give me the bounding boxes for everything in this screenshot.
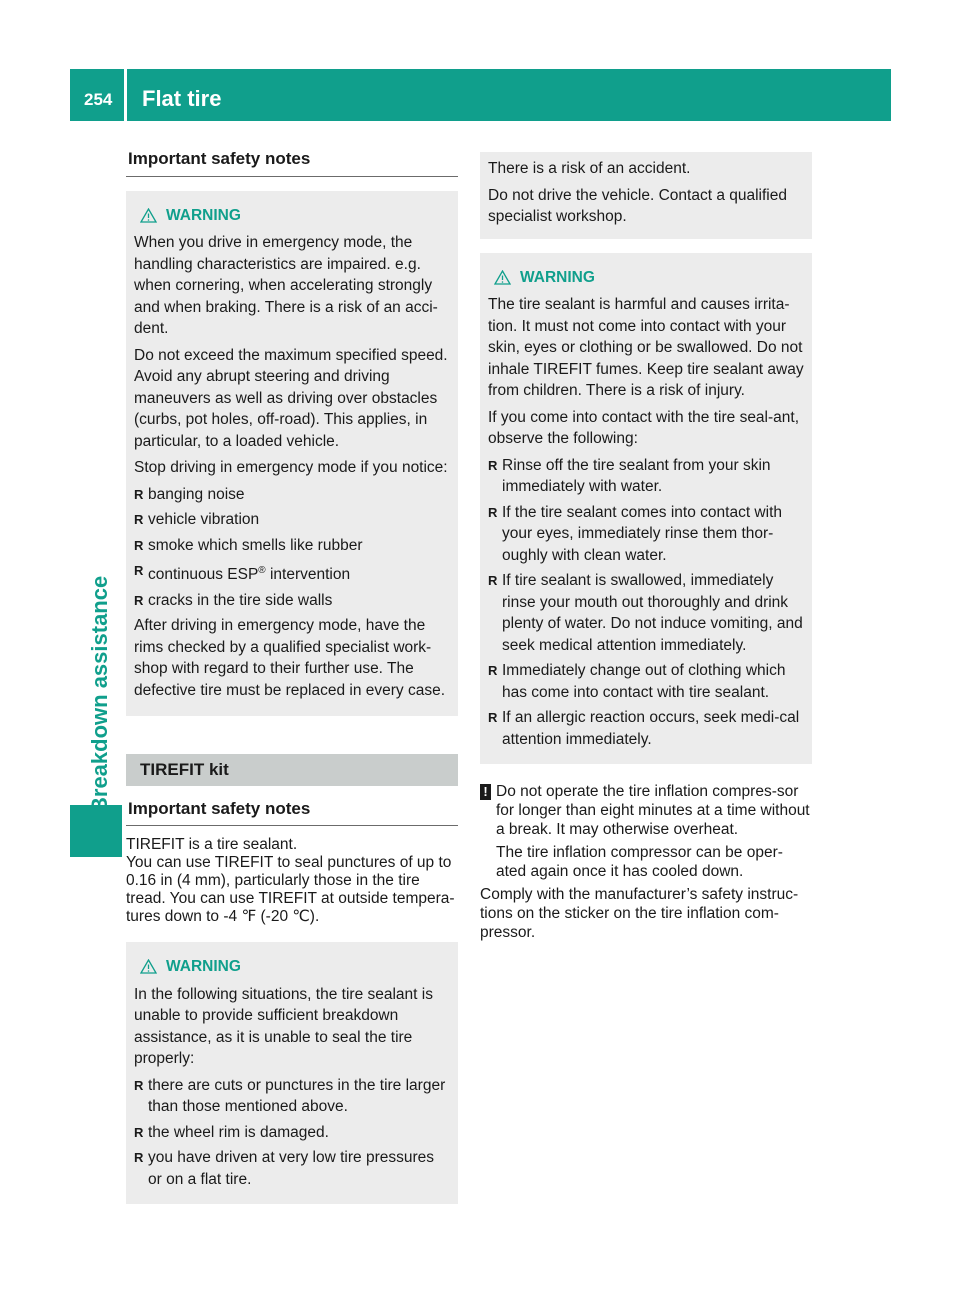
left-column [126,148,458,1204]
warning-paragraph: When you drive in emergency mode, the handling characteristics are impaired. e.g. when cornering, when accelerating strongly and when braking. There is a risk of an acci-dent. [134,234,438,337]
list-item-text: continuous ESP [148,566,259,584]
warning-title-text: WARNING [166,206,241,224]
list-item: R cracks in the tire side walls [134,590,450,612]
warning-triangle-icon [494,270,511,285]
list-item: R Rinse off the tire sealant from your skin immediately with water. [488,455,804,498]
list-item: R there are cuts or punctures in the tire larger than those mentioned above. [134,1075,450,1118]
list-item-text: intervention [265,566,351,584]
list-item [134,560,450,586]
header-divider [124,69,127,121]
section-heading-safety: Important safety notes [126,148,458,177]
intro-paragraph: TIREFIT is a tire sealant. [126,836,298,854]
list-item: R smoke which smells like rubber [134,535,450,557]
warning-paragraph: In the following situations, the tire sealant is unable to provide sufficient breakdown assistance, as it is unable to seal the tire properly: [134,985,433,1068]
warning-triangle-icon [140,959,157,974]
registered-mark: ® [258,565,266,576]
situation-list [134,1075,450,1191]
list-item: R you have driven at very low tire pressures or on a flat tire. [134,1147,450,1190]
warning-title-text: WARNING [520,268,595,286]
right-column [480,152,812,942]
continued-warning-box [480,152,812,239]
side-chapter-label: Breakdown assistance [87,575,112,813]
page-number: 254 [84,90,113,109]
exclamation-icon: ! [480,784,491,800]
list-item: R If an allergic reaction occurs, seek medi-cal attention immediately. [488,707,804,750]
warning-triangle-icon [140,208,157,223]
band-heading-tirefit: TIREFIT kit [126,754,458,786]
first-aid-list [488,455,804,751]
warning-box-emergency [126,191,458,717]
list-item: R If the tire sealant comes into contact with your eyes, immediately rinse them thor-oughly with clean water. [488,502,804,567]
warning-title [488,267,804,289]
list-item: R If tire sealant is swallowed, immediately rinse your mouth out thoroughly and drink plenty of water. Do not induce vomiting, and seek medical attention immediately. [488,570,804,656]
warning-box-limitations [126,942,458,1204]
list-item: R vehicle vibration [134,509,450,531]
section-heading-safety-2: Important safety notes [126,798,458,827]
warning-title [134,205,450,227]
note-paragraph: The tire inflation compressor can be oper-ated again once it has cooled down. [496,844,783,880]
caution-note [480,782,812,881]
intro-text [126,836,458,926]
warning-paragraph: The tire sealant is harmful and causes irrita-tion. It must not come into contact with your skin, eyes or clothing or be swallowed. Do not inhale TIREFIT fumes. Keep tire sealant away from children. There is a risk of injury. [488,296,804,399]
warning-title [134,956,450,978]
warning-title-text: WARNING [166,958,241,976]
list-item: R Immediately change out of clothing which has come into contact with tire sealant. [488,660,804,703]
warning-paragraph: Do not exceed the maximum specified speed. Avoid any abrupt steering and driving maneuvers as well as driving over obstacles (curbs, pot holes, off-road). This applies, in particular, to a loaded vehicle. [134,346,448,450]
warning-paragraph: Stop driving in emergency mode if you notice: [134,459,448,476]
list-item: R banging noise [134,484,450,506]
warning-paragraph: After driving in emergency mode, have the rims checked by a qualified specialist work-shop with regard to their further use. The defective tire must be replaced in every case. [134,617,446,699]
note-paragraph: Do not operate the tire inflation compres-sor for longer than eight minutes at a time without a break. It may otherwise overheat. [496,783,810,838]
list-item: R the wheel rim is damaged. [134,1122,450,1144]
warning-paragraph: Do not drive the vehicle. Contact a qualified specialist workshop. [488,186,787,225]
warning-paragraph: There is a risk of an accident. [488,160,691,177]
symptom-list [134,484,450,612]
warning-box-sealant [480,253,812,765]
chapter-title: Flat tire [142,86,222,111]
warning-paragraph: If you come into contact with the tire seal-ant, observe the following: [488,408,800,447]
intro-paragraph: You can use TIREFIT to seal punctures of up to 0.16 in (4 mm), particularly those in the tire tread. You can use TIREFIT at outside tempera-tures down to -4 ℉ (-20 ℃). [126,854,455,926]
closing-paragraph: Comply with the manufacturer’s safety instruc-tions on the sticker on the tire inflation com-pressor. [480,886,799,941]
